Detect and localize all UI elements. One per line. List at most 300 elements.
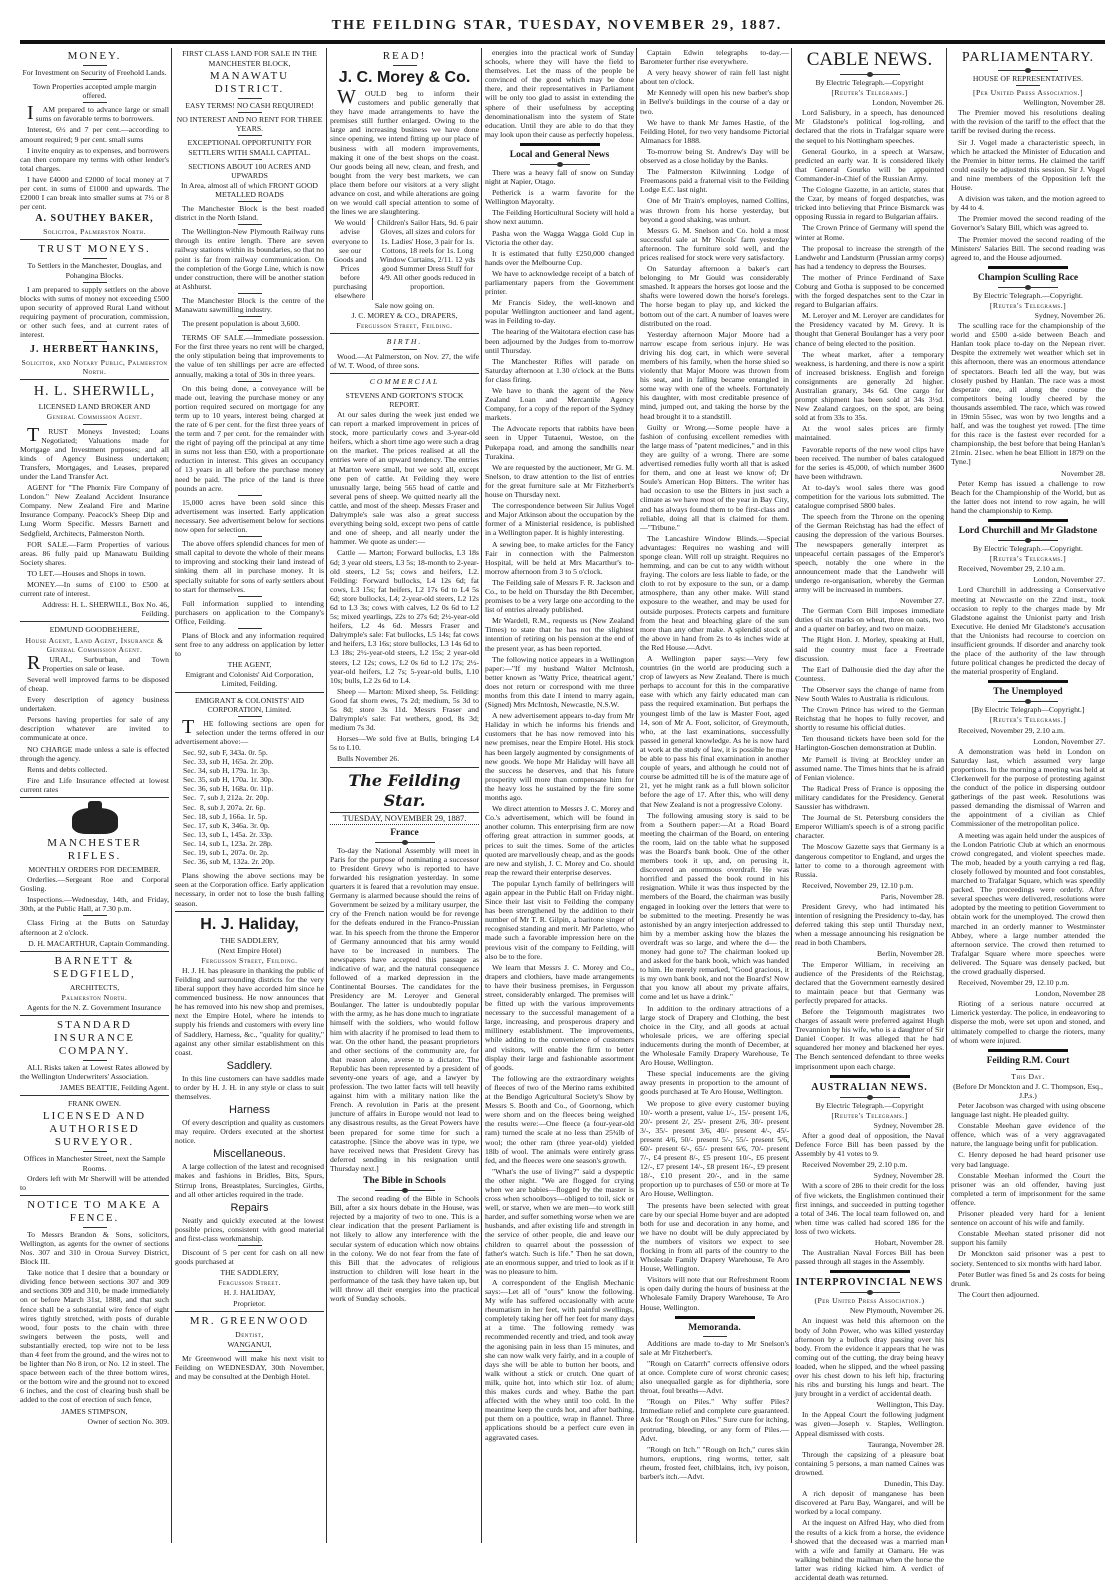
short-rule: [83, 1060, 107, 1061]
heading: AUSTRALIAN NEWS.: [811, 1081, 928, 1093]
paragraph: Petherick is a warm favorite for the Wellington Mayoralty.: [485, 188, 634, 207]
paragraph: The following notice appears in a Wellington paper:—"If my husband Walter McIntosh, better known as 'Watty Price, theatrical agent,' does not return or correspond with me three months from this date I intend to marry again, (Signed) Mrs McIntosh, Newcastle, N.S.W.: [485, 654, 634, 710]
paragraph: The Cologne Gazette, in an article, states that the Czar, by means of forged despatches, was tricked into believing that Prince Bismarck was opposing Russia in regard to Bulgarian affairs.: [795, 185, 944, 222]
paragraph: Agents for the N. Z. Government Insurance: [27, 1002, 162, 1012]
paragraph: We have to thank the agent of the New Zealand Loan and Mercantile Agency Company, for a copy of the report of the Sydney markets.: [485, 386, 634, 423]
section-banner: CABLE NEWS.: [806, 49, 933, 70]
paragraph: The Right Hon. J. Morley, speaking at Hull, said the country must face a Freetrade discussion.: [795, 635, 944, 663]
dateline: Sydney, November 26.: [1034, 310, 1105, 320]
dateline: Berlin, November 28.: [876, 949, 944, 959]
paragraph: The Manchester Rifles will parade on Saturday afternoon at 1.30 o'clock at the Butts for class firing.: [485, 356, 634, 384]
short-rule: [238, 98, 262, 99]
paragraph: A rich deposit of manganese has been discovered at Paru Bay, Wangarei, and will be worked by a local company.: [795, 1489, 944, 1517]
royal-crest-icon: [60, 801, 130, 835]
short-rule: [83, 1227, 107, 1228]
subheading: Fergusson Street.: [218, 1278, 281, 1288]
paragraph: A Wellington paper says:—Very few countries (in the world are producing such a crop of lawyers as New Zealand. There is much perhaps to account for this in the comparative ease with which any fairly educated man can pass the required examination. But perhaps the youngest limb of the law is Master Foot, aged 14, son of Mr A. Foot, solicitor, of Greymouth, who, at the last examinations, successfully passed in general knowledge. As he is now hard at work at the study of law, it is possible he may be able to pass his final examination in another couple of years, and although he could not of course be admitted till he is of the mature age of 21, yet he might rank as a full blown solicitor before the age of 17. After this, who will deny that New Zealand is not a progressive Colony.: [640, 654, 789, 809]
paragraph: energies into the practical work of Sunday schools, where they will have the field to themselves. Let the mass of the people be convinced of the good which may be done there, and their representatives in Parliament will be only too glad to assist in extending the sphere of their usefulness by accepting denominationalism into the system of State education. Until they are able to do that they may look upon their cause as perfectly hopeless.: [485, 48, 635, 139]
paragraph: The Crown Prince of Germany will spend the winter at Rome.: [795, 223, 944, 242]
short-rule: [238, 112, 262, 113]
paragraph: H. J. H. has pleasure in thanking the public of Feilding and surrounding districts for the very liberal support they have accorded him since he commenced business. He now announces that he has removed into his new shop and premises, next the Empire Hotel, where he intends to supply his friends and customers with every line of Saddlery, Harness, &c., "quality for quality," against any other similar establishment on this coast.: [175, 965, 324, 1057]
dateline: Sydney, November 28.: [873, 1120, 944, 1130]
centered-line: Proprietor.: [233, 1298, 266, 1308]
paragraph: Every description of agency business undertaken.: [20, 695, 169, 714]
centered-line: By Electric Telegraph.—Copyright: [815, 78, 924, 87]
column-divider: [636, 48, 637, 1543]
paragraph: The Earl of Dalhousie died the day after the Countess.: [795, 664, 944, 683]
paragraph: The presents have been selected with great care by our special Home buyer and are adopted both for use and decoration in any home, and we have no doubt will be duly appreciated by the numbers of visitors we expect to see flocking in from all parts of the country to the Wholesale Family Drapery Warehouse, Te Aro House, Wellington.: [640, 1200, 789, 1274]
dateline: London, November 26.: [872, 98, 944, 108]
centered-line: EXCEPTIONAL OPPORTUNITY FOR SETTLERS WITH SMALL CAPITAL.: [187, 138, 312, 157]
advert-heading: H. J. Haliday,: [200, 915, 299, 933]
paragraph: RURAL, Surburban, and Town Properties on sale or lease.: [27, 651, 169, 674]
paragraph: Cattle — Marton; Forward bullocks, L3 18s 6d; 3 year old steers, L3 5s; 18-month to 2-year-old steers, L2 5s; cows and heifers, L2. Feilding: Forward bullocks, L4 12s 6d; fat cows, L3 15s; fat heifers, L2 17s 6d to L4 5s 6d; store bullocks, L4; 2-year-old steers, L2 12s 6d to L3 3s; cows with calves, L2 0s 6d to L2 5s; mixed yearlings, 22s to 27s 6d; 2½-year-old heifers, L2 4s 6d. Messrs Fraser and Dalrymple's sale: Fat bullocks, L5 14s; fat cows and heifers, L3 16s; store bullocks, L3 14s 6d to L3 18s; 2½-year-old steers, L2 15s; 2 year-old steers, L2 12s; cows, L2 0s 6d to L2 17s; 2½-year-old heifers, L2 7s; 5-year-old bulls, L10 10s; bulls, L2 2s 6d to L4.: [330, 548, 479, 685]
subheading: [Reuter's Telegrams.]: [989, 715, 1067, 725]
paragraph: C. Henry deposed he had heard prisoner use very bad language.: [951, 1150, 1105, 1169]
issue-date: TUESDAY, NOVEMBER 29, 1887.: [330, 812, 479, 825]
divider-rule: [20, 621, 169, 622]
paragraph: Messrs G. M. Snelson and Co. hold a most successful sale at Mr Nicols' farm yesterday afternoon. The furniture sold well, and the prices realised for stock were very satisfactory.: [640, 225, 789, 262]
paragraph: AGENT for "The Phœnix Fire Company of London." New Zealand Accident Insurance Company. New Zealand Fire and Marine Insurance Company. Peacock's Sheep Dip and Lung Worm Specific. Messrs Barnett and Sedgfield, Architects, Palmerston North.: [20, 483, 169, 538]
subheading: [Reuter's Telegrams.]: [831, 88, 908, 98]
paragraph: Mr Wardell, R.M., requests us (New Zealand Times) to state that he has not the slightest intention of retiring on his pension at the end of the present year, as has been reported.: [485, 616, 634, 653]
sections-list: Sec. 92, sub F, 343a. 0r. 5p. Sec. 33, sub H, 165a. 2r. 20p. Sec. 34, sub H, 179a. 1r. 3p. Sec. 35, sub H, 170a. 1r. 30p. Sec. 36, sub H, 168a. 0r. 11p. Sec. 7, sub J, 212a. 2r. 20p. Sec. 8, sub J, 207a. 2r. 6p. Sec. 18, sub J, 166a. 1r. 5p. Sec. 17, sub K, 346a. 3r. 0p. Sec. 13, sub L, 145a. 2r. 33p. Sec. 14, sub L, 123a. 2r. 28p. Sec. 19, sub L, 207a. 0r. 2p. Sec. 36, sub M, 132a. 2r. 20p.: [183, 748, 275, 867]
paragraph: Take notice that I desire that a boundary or dividing fence between sections 307 and 309 and sections 309 and 310, be made immediately on or before March 31st, 1888, and that such fence shall be a substantial wire fence of eight wires tightly stretched, with posts of durable wood, four posts to the chain with three swingers between the posts, well and substantially erected, top wire not to be less than 4 feet from the ground, and the wires not to be lighter than No 8 iron, or No. 12 in steel. The space between each of the three bottom wires, or the bottom wire and the ground not to exceed 6 inches, and the cost of clearing bush shall be added to the cost of erection of such fence,: [20, 1268, 169, 1405]
short-rule: [83, 282, 107, 283]
centered-line: Emigrant and Colonists' Aid Corporation, Limited, Feilding.: [185, 670, 314, 689]
advert-title: LICENSED AND AUTHORISED SURVEYOR.: [42, 1110, 147, 1149]
paragraph: Horses—We sold five at Bulls, bringing L4 5s to L10.: [330, 734, 479, 753]
paragraph: The Crown Prince has wired to the German Reichstag that he hopes to fully recover, and shortly to resume his official duties.: [795, 705, 944, 733]
centered-line: [By Electric Telegraph—Copyright.]: [971, 705, 1085, 715]
paragraph: Received, November 29, 2.10 a.m.: [958, 564, 1065, 574]
paragraph: The Advocate reports that rabbits have been seen in Upper Tutaenui, Westoe, on the Pukepapa road, and among the sandhills near Turakina.: [485, 424, 634, 461]
paragraph: Received, November 29, 12.10 p.m.: [958, 978, 1070, 988]
paragraph: Mr Francis Sidey, the well-known and popular Wellington auctioneer and land agent, was in Feilding to-day.: [485, 298, 634, 326]
paragraph: The German Corn Bill imposes immediate duties of six marks on wheat, three on oats, two and a quarter on barley, and two on maize.: [795, 606, 944, 634]
dateline: November 27.: [900, 596, 944, 606]
paragraph: THE following sections are open for selection under the terms offered in our advertisement above:—: [175, 715, 324, 746]
paragraph: The mother of Prince Ferdinand of Saxe Coburg and Gotha is supposed to be concerned with the forged despatches sent to the Czar in regard to Bulgarian affairs.: [795, 272, 944, 310]
paragraph: The following are the extraordinary weights of fleeces of two of the Merino rams exhibited at the Bendigo Agricultural Society's Show by Messrs S. Booth and Co., of Goornong, which were shorn and on the fleeces being weighed the results were:—One fleece (a four-year-old ram) turned the scale at no less than 25¾lb of wool; the other ram (three year-old) yielded 18lb of wool. The animals were entirely grass fed, and the fleeces were one season's growth.: [485, 1073, 634, 1165]
paragraph: The above offers splendid chances for men of small capital to devote the whole of their means to improving and stocking their land instead of sinking them all in purchase money. It is specially suitable for sons of early settlers about to start for themselves.: [175, 539, 324, 594]
short-rule: [238, 716, 262, 717]
short-rule: [238, 330, 262, 331]
short-rule: [83, 424, 107, 425]
centered-line: By Electric Telegraph.—Copyright: [815, 1100, 924, 1110]
thick-rule: [830, 1075, 910, 1078]
centered-line: (Next Empire Hotel): [217, 945, 282, 955]
thick-rule: [988, 266, 1068, 269]
short-rule: [703, 1336, 727, 1337]
centered-line: J. C. MOREY & CO., DRAPERS,: [351, 311, 458, 321]
paragraph: One of Mr Train's employes, named Collins, was thrown from his horse yesterday, but beyond a good shaking, was unhurt.: [640, 196, 789, 224]
subheading: House Agent, Land Agent, Insurance & General Commission Agent.: [25, 635, 164, 654]
short-rule: [83, 102, 107, 103]
paragraph: Plans of Block and any information required sent free to any address on application by letter to: [175, 630, 324, 659]
newspaper-header: THE FEILDING STAR, TUESDAY, NOVEMBER 29, 1887.: [331, 18, 783, 33]
paragraph: Interest, 6½ and 7 per cent.—according to amount required; 9 per cent. small sums: [20, 125, 169, 144]
article-heading: The Unemployed: [993, 687, 1063, 698]
ornament-rule: [840, 1097, 900, 1098]
paragraph: Before the Teignmouth magistrates two charges of assault were preferred against Hugh Trevannion by his wife, who is a daughter of Sir Daniel Cooper. It was alleged that he had squandered her money and blackened her eyes. The Bench sentenced defendant to three weeks imprisonment upon each charge.: [795, 1007, 944, 1071]
short-rule: [238, 293, 262, 294]
advert-title: MONEY.: [67, 50, 122, 62]
centered-line: For Investment on Security of Freehold Lands.: [22, 68, 167, 77]
paragraph: Lord Churchill in addressing a Conservative meeting at Newcastle on the 22nd inst., took occasion to reply to the charges made by Mr Gladstone against the Unionist party and Irish Executive. He denied Mr Gladstone's accusation that the Unionists had recourse to coercion on insufficient grounds. If disorder and anarchy took the place of the authority of the law through future political changes he predicted the decay of the material prosperity of England.: [951, 585, 1105, 677]
paragraph: Several well improved farms to be disposed of cheap.: [20, 674, 169, 693]
paragraph: A meeting was again held under the auspices of the London Patriotic Club at which an enormous crowd congregated, and violent speeches made. The mob, headed by a youth carrying a red flag, closely followed by mounted and foot constables, marched to Trafalgar Square, which was speedily packed. The proceedings were orderly. After several speeches were delivered, resolutions were adopted by the meeting to petition Government to obtain work for the unemployed. The crowd then marched in an orderly manner to Westminster Abbey, where a large number attended the afternoon service. The crowd then returned to Trafalgar Square where more speeches were delivered. The Square was densely packed, but the crowd gradually dispersed.: [951, 830, 1105, 976]
article-heading: Feilding R.M. Court: [986, 1055, 1070, 1066]
subheading: [Reuter's Telegrams.]: [831, 1110, 908, 1120]
short-rule: [238, 536, 262, 537]
centered-line: HOUSE OF REPRESENTATIVES.: [972, 74, 1084, 83]
divider-rule: [20, 1015, 169, 1016]
paragraph: 15,000 acres have been sold since this advertisement was inserted. Early application necessary. See advertisement below for sections now open for selection.: [175, 497, 324, 535]
paragraph: General Gourko, in a speech at Warsaw, predicted an early war. It is considered likely that General Gourko will be appointed Commander-in-Chief of the Russian Army.: [795, 146, 944, 183]
ornament-rule: [998, 540, 1058, 541]
paragraph: Full information supplied to intending purchasers on application to the Company's Office, Feilding.: [175, 598, 324, 626]
article-heading: Memoranda.: [688, 1322, 741, 1333]
thick-rule: [988, 519, 1068, 522]
advert-price-list: Children's Sailor Hats, 9d. 6 pair Gloves, all sizes and colors for 1s. Ladies' Hose, 3 pair for 1s. Cottons, 18 reels for 1s. Long Window Curtains, 2/11. 12 yds good Summer Dress Stuff for 4/9. All other goods reduced in proportion.: [377, 218, 478, 291]
divider-rule: [330, 767, 479, 768]
section-banner: H. L. SHERWILL,: [33, 384, 156, 400]
advert-two-column: [330, 218, 479, 300]
ornament-rule: [375, 842, 435, 843]
centered-line: To Settlers in the Manchester, Douglas, and Pohangina Blocks.: [27, 261, 162, 280]
centered-line: Offices in Manchester Street, next the Sample Rooms.: [23, 1154, 166, 1173]
paragraph: The Palmerston Kilwinning Lodge of Freemasons paid a fraternal visit to the Feilding Lodge E.C. last night.: [640, 167, 789, 195]
thick-rule: [830, 1270, 910, 1273]
article-heading: Local and General News: [509, 149, 610, 160]
section-label: COMMERCIAL: [369, 376, 440, 386]
subheading: [Reuter's Telegrams.]: [989, 554, 1067, 564]
ornament-rule: [998, 701, 1058, 702]
short-rule: [83, 915, 107, 916]
paragraph: At our sales during the week just ended we can report a marked improvement in prices of stock, more particularly cows and 3-year-old heifers, which a short time ago were such a drag on the market. The prices realised at all the entries were of an upward tendency. The entries at Marton were small, but we sold all, except one pen of cattle. At Feilding they were unusually large, being 565 head of cattle and several pens of sheep. We quitted nearly all the cattle, and most of the sheep. Messrs Fraser and Dalrymple's sale was also a great success everything being sold, except two pens of cattle and one of sheep, and all nearly under the hammer. We quote as under:—: [330, 410, 479, 547]
paragraph: The Manchester Block is the centre of the Manawatu sawmilling industry.: [175, 295, 324, 314]
paragraph: The Australian Naval Forces Bill has been passed through all stages in the Assembly.: [795, 1248, 944, 1267]
short-rule: [83, 341, 107, 342]
paragraph: With a score of 286 to their credit for the loss of five wickets, the Englishmen continued their first innings, and succeeded in putting together a total of 346. The local team followed on, and when time was called had scored 186 for the loss of two wickets.: [795, 1181, 944, 1236]
paragraph: The wheat market, after a temporary weakness, is hardening, and there is now a spirit of increased briskness. English and foreign consignments are generally 2d higher. Australian granary, 34s 6d. One cargo for prompt shipment has been sold at 34s 3½d. New Zealand cargoes, on the spot, are being sold at from 33s to 35s.: [795, 349, 944, 423]
centered-line: MONTHLY ORDERS FOR DECEMBER.: [28, 865, 161, 874]
subheading: Palmerston North.: [61, 992, 128, 1002]
short-rule: [238, 596, 262, 597]
paragraph: The popular Lynch family of bellringers will again appear in the Public Hall on Friday night. Since their last visit to Feilding the company has been strengthened by the addition to their number of Mr T. R. Gilpin, a baritone singer of recognised standing and merit. Mr Parletto, who made such a favorable impression here on the previous visit of the company to Feilding, will also be to the fore.: [485, 878, 634, 961]
divider-rule: [330, 373, 479, 374]
article-heading: Champion Sculling Race: [977, 272, 1079, 283]
paragraph: Sheep — Marton: Mixed sheep, 5s. Feilding: Good fat shorn ewes, 7s 2d; medium, 5s 3d to 5s 8d; store 3s 11d. Messrs Fraser and Dalrymple's sale: Fat wethers, good, 8s 3d; medium 7s 3d.: [330, 686, 479, 733]
paragraph: The Observer says the change of name from New South Wales to Australia is ridiculous.: [795, 684, 944, 703]
paragraph: Wood.—At Palmerston, on Nov. 27, the wife of W. T. Wood, of three sons.: [330, 351, 479, 370]
paragraph: The Feilding sale of Messrs F. R. Jackson and Co., to be held on Thursday the 8th December, promises to be a very large one according to the list of entries already published.: [485, 577, 634, 615]
paragraph: The hearing of the Waitotara election case has been adjourned by the Judges from to-morrow until Thursday.: [485, 327, 634, 355]
advert-title: TRUST MONEYS.: [38, 243, 151, 256]
column-2: [175, 48, 324, 1383]
dateline: Wellington, November 28.: [1023, 98, 1105, 108]
paragraph: Neatly and quickly executed at the lowest possible prices, consistent with good material and first-class workmanship.: [175, 1215, 324, 1243]
subheading: General Commission Agent.: [46, 412, 143, 422]
paragraph: An inquest was held this afternoon on the body of John Power, who was killed yesterday afternoon by a bullock dray passing over his body. From the evidence it appears that he was coming out of the cutting, the dray being heavy loaded, when he slipped, and the wheel passing over his chest down to his left hip, fracturing his ribs and bursting his lungs and heart. The jury brought in a verdict of accidental death.: [795, 1316, 944, 1399]
short-rule: [393, 65, 417, 66]
centered-line: EASY TERMS! NO CASH REQUIRED!: [185, 101, 314, 111]
paragraph: TO LET.—Houses and Shops in town.: [27, 568, 146, 578]
ornament-rule: [530, 164, 590, 165]
dateline: Tauranga, November 28.: [867, 1439, 944, 1449]
paragraph: Of every description and quality as customers may require. Orders executed at the shortest notice.: [175, 1118, 324, 1146]
subheading: [Per United Press Association.]: [972, 88, 1084, 98]
column-divider: [171, 48, 172, 1543]
paragraph: "Rough on Piles." Why suffer Piles? Immediate relief and complete cure guaranteed. Ask for "Rough on Piles." Sure cure for itching, protruding, bleeding, or any form of Piles.—Advt.: [640, 1397, 789, 1443]
paragraph: We have to acknowledge receipt of a batch of parliamentary papers from the Government printer.: [485, 268, 634, 297]
paragraph: Constable Meehan gave evidence of the offence, which was of a very aggravagated nature, the language being unfit for publication.: [951, 1121, 1105, 1149]
centered-line: JAMES STIMPSON,: [61, 1406, 128, 1416]
paragraph: To Messrs Brandon & Sons, solicitors, Wellington, as agents for the owner of sections Nos. 307 and 310 in Oroua Survey District, Block III.: [20, 1229, 169, 1267]
centered-line: Town Properties accepted ample margin offered.: [32, 82, 157, 101]
dateline: JAMES BEATTIE, Feilding Agent.: [59, 1083, 169, 1093]
thick-rule: [520, 143, 600, 146]
paragraph: TERMS OF SALE.—Immediate possession. For the first three years no rent will be charged, the only stipulation being that improvements to the value of ten shillings per acre are effected annually, making a total of 30s in three years.: [175, 333, 324, 379]
section-banner: PARLIAMENTARY.: [961, 50, 1095, 65]
advert-subheading: Miscellaneous.: [213, 1148, 286, 1161]
short-rule: [238, 495, 262, 496]
dateline: Wellington, This Day.: [876, 1400, 944, 1410]
paragraph: A very heavy shower of rain fell last night about ten o'clock.: [640, 68, 789, 87]
paragraph: Guilty or Wrong.—Some people have a fashion of confusing excellent remedies with the large mass of "patent medicines," and in this they are guilty of a wrong. There are some advertised remedies fully worth all that is asked for them, and one at least we know of; Dr Soule's American Hop Bitters. The writer has had occasion to use the Bitters in just such a climate as we have most of the year in Bay City, and has always found them to be first-class and reliable, doing all that is claimed for them.—"Tribune.": [640, 422, 789, 532]
subheading: Solicitor, and Notary Public, Palmerston North.: [21, 358, 168, 377]
paragraph: Lord Salisbury, in a speech, has denounced Mr Gladstone's political log-rolling, and declared that the riots in Trafalgar square were the sequel to his Nottingham speeches.: [795, 108, 944, 145]
paragraph: We have to thank Mr James Hastie, of the Feilding Hotel, for two very handsome Pictorial Almanacs for 1888.: [640, 117, 789, 145]
ornament-rule: [375, 1190, 435, 1191]
paragraph: Plans showing the above sections may be seen at the Corporation office. Early application necessary, in order not to lose the bush falling season.: [175, 871, 324, 908]
column-4: [485, 48, 634, 1444]
advert-subheading: Repairs: [230, 1201, 269, 1214]
paragraph: We learn that Messrs J. C. Morey and Co., drapers and clothiers, have made arrangements to have their business premises, in Fergusson street, considerably enlarged. The premises will be fitted up with the various improvements necessary to the successful management of a large, increasing, and prosperous drapery and millinery establishment. The improvements, while adding to the convenience of customers and visitors, will enable the firm to better display their large and fashionable assortment of goods.: [485, 962, 634, 1072]
paragraph: We direct attention to Messrs J. C. Morey and Co.'s advertisement, which will be found in another column. This enterprising firm are now offering great attraction in summer goods, at prices to suit the times. Some of the articles quoted are marvellously cheap, and as the goods are new and stylish, J. C. Morey and Co. should reap the reward their enterprise deserves.: [485, 804, 635, 877]
paragraph: The sculling race for the championship of the world and £500 a-side between Beach and Hanlan took place to-day on the Nepean river. Despite the extremely wet weather which set in this afternoon, there was an enormous attendance of spectators. Beach led all the way, but was closely pushed by Hanlan. The race was a most desperate one, all along the course the competitors being loudly cheered by the thousands assembled. The race, which was rowed in 19min 55sec, was won by two lengths and a half, and was the toughest yet rowed. [The time for this race is the fastest ever recorded for a championship, the best before that being Hanlan's 21min. 21sec. when he beat Elliott in 1879 on the Tyne.]: [951, 321, 1105, 467]
paragraph: TRUST Moneys Invested; Loans Negotiated; Valuations made for Mortgage and Investment purposes; and all kinds of Agency Business undertaken; Transfers, Mortgages, and Leases, prepared under the Land Transfer Act.: [20, 423, 169, 481]
centered-line: By Electric Telegraph.—Copyright.: [973, 290, 1083, 300]
ornament-rule: [840, 1292, 900, 1293]
centered-line: In Area, almost all of which FRONT GOOD METALLED ROADS: [181, 180, 318, 199]
advert-title: BARNETT & SEDGFIELD,: [53, 954, 136, 980]
paragraph: Sir J. Vogel made a characteristic speech, in which he attacked the Minister of Education and the Premier in bitter terms. He claimed the tariff could easily be adjusted this session. Sir J. Vogel and nine members of the Opposition left the House.: [951, 137, 1105, 193]
subheading: Solicitor, Palmerston North.: [43, 227, 146, 237]
short-rule: [238, 628, 262, 629]
centered-line: WANGANUI,: [227, 1339, 272, 1349]
article-heading: The Bible in Schools: [363, 1176, 446, 1187]
dateline: Paris, November 28.: [880, 891, 944, 901]
dateline: Address: H. L. SHERWILL, Box No. 46, Feilding.: [41, 600, 169, 619]
dateline: New Plymouth, November 26.: [849, 1306, 944, 1316]
paragraph: In this line customers can have saddles made to order by H. J. H. in any style or class to suit themselves.: [175, 1073, 324, 1101]
paragraph: I am prepared to supply settlers on the above blocks with sums of money not exceeding £500 upon security of approved Rural Land without requiring payment of procuration, commission, or other such fees, and at current rates of interest.: [20, 284, 169, 340]
centered-line: ARCHITECTS,: [69, 982, 120, 992]
paragraph: "Rough on Catarrh" corrects offensive odors at once. Complete cure of worst chronic cases; also unequalled gargle as for diphtheria, sore throat, foul breaths—Advt.: [640, 1358, 789, 1396]
paragraph: Inspections.—Wednesday, 14th, and Friday, 30th, at the Public Hall, at 7.30 p.m.: [20, 895, 169, 914]
paragraph: On this being done, a conveyance will be made out, leaving the purchase money or any portion required secured on mortgage for any term up to 10 years, interest being charged at the rate of 6 per cent. for the first three years of the term and 7 per cent. for the remainder with the right of paying off the principal at any time in sums not less than £50, with a proportionate reduction in interest. This gives an occupancy of 13 years in all before the purchase money need be paid. The price of the land is three pounds an acre.: [175, 383, 324, 493]
paragraph: Visitors will note that our Refreshment Room is open daily during the hours of business at the Wholesale Family Drapery Warehouse, Te Aro House, Wellington.: [640, 1275, 789, 1312]
ornament-rule: [840, 74, 900, 75]
paragraph: The Premier moved the second reading of the Ministers' Salaries Bill. The second reading was agreed to, and the House adjourned.: [951, 234, 1105, 262]
divider-rule: [175, 1311, 324, 1312]
centered-line: EDMUND GOODBEHERE,: [49, 625, 140, 635]
paragraph: On Saturday afternoon a baker's cart belonging to Mr Gould was considerably smashed. It appears the horses got loose and the shafts were lowered down the horse's forelegs. The horse began to play up, and kicked the bottom out of the cart. A number of loaves were distributed on the road.: [640, 264, 789, 328]
divider-rule: [20, 797, 169, 798]
divider-rule: [330, 333, 479, 334]
subheading: (Per United Press Association.): [814, 1296, 925, 1306]
paragraph: After a good deal of opposition, the Naval Defence Force Bill has been passed by the Assembly by 41 votes to 9.: [795, 1130, 944, 1159]
paragraph: Orderlies.—Sergeant Roe and Corporal Gosling.: [20, 875, 169, 894]
centered-line: FIRST CLASS LAND FOR SALE IN THE: [182, 49, 317, 58]
paragraph: The Premier moved his resolutions dealing with the revision of the tariff to the effect that the tariff be revised during the recess.: [951, 108, 1105, 136]
dateline: London, November 27.: [1033, 575, 1105, 585]
advert-advice: We would advise everyone to see our Goods and Prices before purchasing elsewhere: [330, 218, 373, 300]
divider-rule: [20, 1195, 169, 1196]
dateline: November 28.: [1061, 468, 1105, 478]
column-6: [795, 48, 944, 1584]
centered-line: FRANK OWEN.: [68, 1099, 121, 1109]
paragraph: There was a heavy fall of snow on Sunday night at Napier, Otago.: [485, 167, 634, 187]
paragraph: The present population is about 3,600.: [182, 319, 301, 329]
paragraph: The correspondence between Sir Julius Vogel and Major Atkinson about the occupation by the former of a Ministerial residence, is published in a Wellington paper. It is highly interesting.: [485, 501, 634, 538]
divider-rule: [175, 692, 324, 693]
dateline: Owner of section No. 309.: [87, 1416, 169, 1426]
centered-line: NO INTEREST AND NO RENT FOR THREE YEARS.: [176, 115, 323, 134]
column-divider: [791, 48, 792, 1543]
paragraph: Orders left with Mr Sherwill will be attended to: [20, 1173, 169, 1192]
advert-heading: J. C. Morey & Co.: [338, 69, 471, 86]
paragraph: Mr Parnell is living at Brockley under an assumed name. The Times hints that he is afraid of Fenian violence.: [795, 754, 944, 782]
short-rule: [238, 224, 262, 225]
paragraph: ALL Risks taken at Lowest Rates allowed by the Wellington Underwriters' Association.: [20, 1063, 169, 1082]
column-divider: [481, 48, 482, 1543]
paragraph: These special inducements are the giving away presents in proportion to the amount of goods purchased at Te Aro House, Wellington.: [640, 1069, 789, 1097]
paragraph: The Premier moved the second reading of the Governor's Salary Bill, which was agreed to.: [951, 214, 1105, 233]
short-rule: [393, 388, 417, 389]
paragraph: The Radical Press of France is opposing the military candidates for the Presidency. General Saussier has withdrawn.: [795, 783, 944, 812]
paragraph: The Manchester Block is the best roaded district in the North Island.: [175, 204, 324, 223]
centered-line: LICENSED LAND BROKER AND: [38, 402, 151, 412]
paragraph: FOR SALE.—Farm Properties of various areas. 86 fully paid up Manawatu Building Society shares.: [20, 539, 169, 567]
paragraph: President Grevy, who had intimated his intention of resigning the Presidency to-day, has deferred taking this step until Thursday next, when a message announcing his resignation be read in both Chambers.: [795, 901, 944, 948]
article-heading: France: [390, 827, 419, 838]
paragraph: Pasha won the Wagga Wagga Gold Cup in Victoria the other day.: [485, 228, 634, 247]
paragraph: To-day the National Assembly will meet in Paris for the purpose of nominating a successor to President Grevy who is reported to have forwarded his resignation yesterday. In some quarters it is feared that a revolution may ensue. Germany is alarmed because should the reins of Government be seized by a military usurper, the cry of the French nation would be for revenge for the defeats endured in the Franco-Prussian war. In his speech from the throne the Emperor of Germany announced that his army would have to be increased in numbers. The newspapers have accepted this passage as indicative of war, and the natural consequence followed of a marked depression in the Continental Bourses. The candidates for the Presidency are M. Leroyer and General Boulanger. The latter is undoubtedly popular with the army, as he has done much to ingratiate himself with the soldiers, who would follow him with alacrity if he promised to lead them to war. On the other hand, the peasant proprietors and other sections of the community are, for that reason alone, averse to a dictator. The Republic has been represented by a president of seventy-one years of age, and a lawyer by profession. The two latter facts will tell heavily against him with a military nation like the French. A revolution in Paris at the present juncture of affairs in Europe would not lead to any disastrous results, as the Great Powers have been prepared for some time for such a catastrophe. [Since the above was in type, we have received news that President Grevy has deferred sending in his resignation until Thursday next.]: [330, 845, 479, 1173]
divider-rule: [20, 951, 169, 952]
paragraph: Additions are made to-day to Mr Snelson's sale at Mr Fitzherbert's.: [640, 1338, 789, 1357]
paragraph: The proposal to increase the strength of the Landwehr and Landsturm (Prussian army corps) has had a tendency to depress the Bourses.: [795, 243, 944, 271]
paragraph: NO CHARGE made unless a sale is effected through the agency.: [20, 744, 169, 763]
paragraph: Favorable reports of the new wool clips have been received. The number of bales catalogued for the series is 45,000, of which number 3600 have been withdrawn.: [795, 444, 944, 481]
paragraph: Fire and Life Insurance effected at lowest current rates: [20, 775, 169, 794]
short-rule: [238, 159, 262, 160]
paragraph: IAM prepared to advance large or small sums on favorable terms to borrowers.: [27, 102, 169, 125]
centered-line: EMIGRANT & COLONISTS' AID CORPORATION, Limited.: [194, 695, 305, 714]
centered-line: (Before Dr Monckton and J. C. Thompson, Esq., J.P.s.): [953, 1081, 1103, 1100]
paragraph: A large collection of the latest and recognised makes and fashions in Bridles, Bits, Spurs, Stirrup Irons, Breastplates, Surcingles, Girths, and all other articles required in the trade.: [175, 1162, 324, 1199]
advert-title: READ!: [382, 50, 427, 62]
column-5: [640, 48, 789, 1483]
dateline: London, November 27.: [1033, 736, 1105, 746]
paragraph: At to-day's wool sales there was good competition for the various lots submitted. The catalogue comprised 5800 bales.: [795, 482, 944, 511]
paragraph: Yesterday afternoon Major Moore had a narrow escape from serious injury. He was driving his dog cart, in which were several members of his family, when the horse shied so violently that Major Moore was thrown from his seat, and in falling became entangled in some way with one of the wheels. Fortunately his daughter, with most creditable presence of mind, jumped out, and taking the horse by the head brought it to a standstill.: [640, 329, 789, 421]
paragraph: We are requested by the auctioneer, Mr G. M. Snelson, to draw attention to the list of entries for the great furniture sale at Mr Fitzherbert's house on Thursday next.: [485, 462, 634, 500]
divider-rule: [20, 1095, 169, 1096]
section-label: BIRTH.: [386, 337, 423, 347]
paragraph: "Rough on Itch." "Rough on Itch," cures skin humors, eruptions, ring worms, tetter, salt rheum, frosted feet, chilblains, itch, ivy poison, barber's itch.—Advt.: [640, 1444, 789, 1481]
centered-line: SECTIONS ABOUT 100 ACRES AND UPWARDS: [188, 161, 311, 180]
advert-subheading: Harness: [229, 1104, 270, 1117]
paragraph: Rents and debts collected.: [27, 764, 108, 774]
subheading: Fergusson Street, Feilding.: [201, 955, 298, 965]
ornament-rule: [998, 287, 1058, 288]
subheading: This Day.: [1011, 1071, 1045, 1081]
advert-title: MANAWATU DISTRICT.: [209, 70, 290, 96]
paragraph: MONEY.—In sums of £100 to £500 at current rate of interest.: [20, 580, 169, 599]
paragraph: Received, November 29, 12.10 p.m.: [802, 880, 914, 890]
short-rule: [238, 316, 262, 317]
paragraph: The Feilding Horticultural Society will hold a show next autumn.: [485, 208, 634, 227]
short-rule: [1016, 85, 1040, 86]
short-rule: [1016, 1069, 1040, 1070]
advert-title: MANCHESTER RIFLES.: [47, 837, 142, 862]
centered-line: THE AGENT,: [227, 660, 272, 670]
short-rule: [238, 135, 262, 136]
paragraph: Rioting of a serious nature occurred at Limerick yesterday. The police, in endeavoring to disperse the mob, were set upon and stoned, and ultimately compelled to charge the rioters, many of whom were injured.: [951, 999, 1105, 1045]
paragraph: M. Leroyer and M. Leroyer are candidates for the Presidency vacated by M. Grevy. It is thought that General Boulanger has a very poor chance of being elected to the position.: [795, 311, 944, 348]
paragraph: The speech from the Throne on the opening of the German Reichstag has had the effect of causing the depression of the various Bourses. The newspapers generally interpret as unpeaceful certain passages of the Emperor's speech, notably the one where in the announcement made that the Landwehr will undergo re-organisation, whereby the German army will be increased in numbers.: [795, 512, 944, 594]
paragraph: In the Appeal Court the following judgment was given—Joseph v. Staples, Wellington. Appeal dismissed with costs.: [795, 1410, 944, 1438]
divider-rule: [20, 239, 169, 240]
centered-line: H. J. HALIDAY,: [223, 1288, 276, 1298]
paragraph: Peter Butler was fined 5s and 2s costs for being drunk.: [951, 1269, 1105, 1288]
column-divider: [946, 48, 947, 1543]
paragraph: I have £4000 and £2000 of local money at 7 per cent. in sums of £1000 and upwards. The £2000 I can break into smaller sums at 7½ or 8 per cent.: [20, 174, 169, 212]
heading: A. SOUTHEY BAKER,: [35, 213, 154, 225]
column-3: [330, 48, 479, 1305]
paragraph: A demonstration was held in London on Saturday last, which assumed very large proportions. In the morning a meeting was held at Clerkenwell for the purpose of protesting against the conduct of the police in dispersing outdoor gatherings of the past week. Resolutions was passed demanding the dismissal of Warren and the appointment of a civilian as Chief Commissioner of the metropolitan police.: [951, 746, 1105, 829]
paragraph: Dr Monckton said prisoner was a pest to society. Sentenced to six months with hard labor.: [951, 1249, 1105, 1268]
article-heading: Lord Churchill and Mr Gladstone: [958, 526, 1098, 537]
paragraph: WOULD beg to inform their customers and public generally that they have made arrangements to have the premises still further enlarged. Owing to the large and increasing business we have done since opening, we intend fitting up our place of business with all modern improvements, making it one of the best shops on the coast. Our goods being all new, clean, and fresh, and bought from the very best markets, we can place them before our visitors at a very slight advance on cost, and while alterations are going on we would call special attention to some of the lines we are slaughtering.: [330, 86, 479, 217]
paragraph: Ten thousand tickets have been sold for the Harlington-Goschen demonstration at Dublin.: [795, 734, 944, 753]
ornament-rule: [998, 70, 1058, 71]
subheading: Fergusson Street, Feilding.: [356, 321, 453, 331]
paragraph: A division was taken, and the motion agreed to by 44 to 4.: [951, 194, 1105, 213]
short-rule: [238, 381, 262, 382]
dateline: London, November 28: [1035, 989, 1105, 999]
centered-line: THE SADDLERY,: [220, 935, 279, 945]
subheading: Dentist,: [235, 1329, 264, 1339]
paragraph: Class Firing at the Butts on Saturday afternoon at 2 o'clock.: [20, 918, 169, 937]
paragraph: Prisoner pleaded very hard for a lenient sentence on account of his wife and family.: [951, 1209, 1105, 1228]
paragraph: The Lancashire Window Blinds.—Special advantages: Requires no washing and will sponge clean. Will roll up straight. Requires no hemming, and can be cut to any width without fraying. The colors are less liable to fade, or the cloth to rot by exposure to the sun, or a damp atmosphere, than any other make. Will stand exposure to the weather, and may be used for outside purposes. Protects carpets and furniture from the heat and bleaching glare of the sun more than any other make. A splendid stock of the above in hand from 2s to 4s inches wide at the Red House.—Advt.: [640, 533, 789, 652]
paragraph: A sewing bee, to make articles for the Fancy Fair in connection with the Palmerston Hospital, will be held at Mrs Macarthur's to-morrow afternoon from 3 to 5 o'clock.: [485, 539, 634, 576]
advert-title: NOTICE TO MAKE A FENCE.: [27, 1198, 162, 1224]
centered-line: STEVENS AND GORTON'S STOCK REPORT.: [345, 390, 464, 409]
dateline: Sydney, November 28.: [873, 1171, 944, 1181]
short-rule: [83, 258, 107, 259]
column-divider: [326, 48, 327, 1543]
paragraph: A new advertisement appears to-day from Mr Haliday in which he informs his friends and customers that he has now removed into his new premises, near the Empire Hotel. His stock has been largely augmented by consignments of new goods. We hope Mr Haliday will have all the success he deserves, and that his future prosperity will more than compensate him for the heavy loss he sustained by the fire some months ago.: [485, 711, 634, 803]
paragraph: The second reading of the Bible in Schools Bill, after a six hours debate in the House, was rejected by a majority of two to one. This is a clear indication that the present Parliament is not likely to allow any interference with the secular system of education which now obtains in the colony. We do not fear from the fate of this Bill that the advocates of religious instruction to children will lose heart in the performance of the task they have taken up, but will throw all their energies into the practical work of Sunday schools.: [330, 1194, 479, 1304]
heading: J. HERBERT HANKINS,: [29, 344, 160, 356]
paragraph: In addition to the ordinary attractions of a large stock of Drapery and Clothing, the best choice in the City, and all goods at actual wholesale prices, we are offering special inducements during the month of December, at the Wholesale Family Drapery Warehouse, Te Aro House, Wellington.: [640, 1003, 789, 1068]
paragraph: At the wool sales prices are firmly maintained.: [795, 424, 944, 443]
